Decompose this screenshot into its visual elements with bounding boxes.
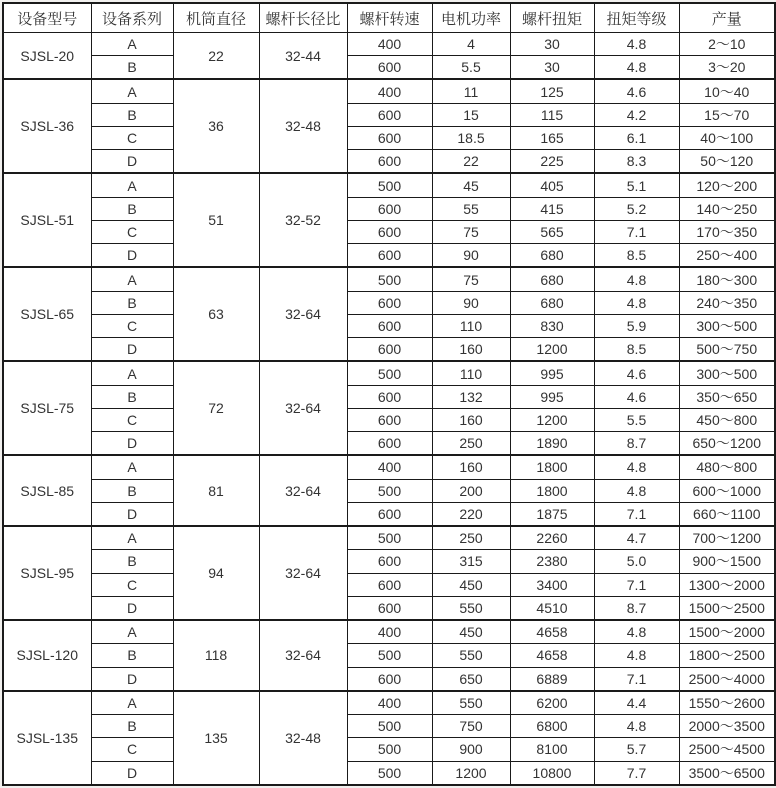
output-cell: 10～40 [679, 79, 775, 103]
table-row [3, 738, 775, 761]
speed-cell: 600 [347, 197, 432, 220]
table-row [3, 620, 775, 644]
speed-cell: 400 [347, 620, 432, 644]
series-cell: C [91, 220, 173, 243]
table-row [3, 314, 775, 337]
ld-ratio-cell: 32-64 [259, 455, 347, 526]
torque-cell: 1800 [510, 455, 594, 479]
ld-ratio-cell: 32-64 [259, 267, 347, 361]
power-cell: 75 [432, 267, 510, 291]
speed-cell: 600 [347, 56, 432, 80]
output-cell: 300～500 [679, 314, 775, 337]
torque-cell: 10800 [510, 761, 594, 785]
output-cell: 3～20 [679, 56, 775, 80]
speed-cell: 600 [347, 220, 432, 243]
output-cell: 2500～4000 [679, 667, 775, 691]
speed-cell: 600 [347, 103, 432, 126]
torque-cell: 115 [510, 103, 594, 126]
output-cell: 650～1200 [679, 432, 775, 456]
speed-cell: 600 [347, 126, 432, 149]
grade-cell: 7.1 [594, 667, 679, 691]
power-cell: 450 [432, 620, 510, 644]
ld-ratio-cell: 32-48 [259, 691, 347, 785]
torque-cell: 4510 [510, 596, 594, 620]
table-row [3, 56, 775, 80]
output-cell: 15～70 [679, 103, 775, 126]
grade-cell: 7.1 [594, 502, 679, 526]
series-cell: C [91, 573, 173, 596]
output-cell: 1550～2600 [679, 691, 775, 715]
speed-cell: 600 [347, 573, 432, 596]
series-cell: A [91, 173, 173, 197]
series-cell: D [91, 667, 173, 691]
model-cell: SJSL-36 [3, 79, 91, 173]
output-cell: 660～1100 [679, 502, 775, 526]
table-row [3, 173, 775, 197]
table-row [3, 103, 775, 126]
series-cell: A [91, 620, 173, 644]
torque-cell: 1200 [510, 338, 594, 362]
series-cell: B [91, 56, 173, 80]
header-row [3, 3, 775, 33]
table-header-row [3, 3, 775, 33]
speed-cell: 500 [347, 267, 432, 291]
ld-ratio-cell: 32-52 [259, 173, 347, 267]
table-row [3, 79, 775, 103]
column-header-grade: 扭矩等级 [594, 3, 679, 33]
speed-cell: 400 [347, 33, 432, 56]
torque-cell: 4658 [510, 644, 594, 667]
grade-cell: 5.2 [594, 197, 679, 220]
table-row [3, 267, 775, 291]
table-row [3, 455, 775, 479]
diameter-cell: 63 [173, 267, 259, 361]
series-cell: A [91, 526, 173, 550]
diameter-cell: 72 [173, 361, 259, 455]
table-row [3, 385, 775, 408]
series-cell: B [91, 103, 173, 126]
series-cell: C [91, 314, 173, 337]
model-cell: SJSL-85 [3, 455, 91, 526]
table-row [3, 715, 775, 738]
power-cell: 55 [432, 197, 510, 220]
power-cell: 75 [432, 220, 510, 243]
output-cell: 1300～2000 [679, 573, 775, 596]
grade-cell: 4.4 [594, 691, 679, 715]
output-cell: 600～1000 [679, 479, 775, 502]
torque-cell: 680 [510, 291, 594, 314]
series-cell: B [91, 385, 173, 408]
speed-cell: 500 [347, 715, 432, 738]
model-cell: SJSL-95 [3, 526, 91, 620]
speed-cell: 600 [347, 502, 432, 526]
grade-cell: 4.8 [594, 479, 679, 502]
table-row [3, 573, 775, 596]
power-cell: 110 [432, 361, 510, 385]
grade-cell: 7.7 [594, 761, 679, 785]
grade-cell: 8.5 [594, 244, 679, 268]
column-header-ld-ratio: 螺杆长径比 [259, 3, 347, 33]
series-cell: D [91, 150, 173, 174]
torque-cell: 4658 [510, 620, 594, 644]
power-cell: 550 [432, 691, 510, 715]
series-cell: A [91, 361, 173, 385]
grade-cell: 4.8 [594, 267, 679, 291]
torque-cell: 3400 [510, 573, 594, 596]
torque-cell: 8100 [510, 738, 594, 761]
speed-cell: 400 [347, 691, 432, 715]
torque-cell: 995 [510, 385, 594, 408]
speed-cell: 600 [347, 244, 432, 268]
output-cell: 700～1200 [679, 526, 775, 550]
series-cell: B [91, 644, 173, 667]
ld-ratio-cell: 32-48 [259, 79, 347, 173]
power-cell: 90 [432, 244, 510, 268]
series-cell: D [91, 761, 173, 785]
output-cell: 2000～3500 [679, 715, 775, 738]
output-cell: 50～120 [679, 150, 775, 174]
torque-cell: 225 [510, 150, 594, 174]
diameter-cell: 94 [173, 526, 259, 620]
grade-cell: 4.7 [594, 526, 679, 550]
speed-cell: 600 [347, 385, 432, 408]
output-cell: 2～10 [679, 33, 775, 56]
series-cell: A [91, 79, 173, 103]
model-cell: SJSL-20 [3, 33, 91, 80]
output-cell: 500～750 [679, 338, 775, 362]
power-cell: 18.5 [432, 126, 510, 149]
series-cell: B [91, 197, 173, 220]
series-cell: D [91, 432, 173, 456]
torque-cell: 1890 [510, 432, 594, 456]
output-cell: 900～1500 [679, 550, 775, 573]
table-row [3, 361, 775, 385]
series-cell: C [91, 126, 173, 149]
grade-cell: 4.8 [594, 455, 679, 479]
table-row [3, 33, 775, 56]
output-cell: 1500～2500 [679, 596, 775, 620]
grade-cell: 8.3 [594, 150, 679, 174]
model-cell: SJSL-65 [3, 267, 91, 361]
speed-cell: 400 [347, 79, 432, 103]
torque-cell: 125 [510, 79, 594, 103]
series-cell: D [91, 502, 173, 526]
power-cell: 315 [432, 550, 510, 573]
series-cell: D [91, 338, 173, 362]
power-cell: 110 [432, 314, 510, 337]
speed-cell: 500 [347, 761, 432, 785]
torque-cell: 6889 [510, 667, 594, 691]
power-cell: 250 [432, 526, 510, 550]
model-cell: SJSL-75 [3, 361, 91, 455]
output-cell: 120～200 [679, 173, 775, 197]
diameter-cell: 118 [173, 620, 259, 691]
speed-cell: 600 [347, 408, 432, 431]
series-cell: A [91, 267, 173, 291]
speed-cell: 400 [347, 455, 432, 479]
speed-cell: 600 [347, 291, 432, 314]
model-cell: SJSL-120 [3, 620, 91, 691]
output-cell: 1800～2500 [679, 644, 775, 667]
table-row [3, 220, 775, 243]
table-body [3, 33, 775, 786]
speed-cell: 500 [347, 526, 432, 550]
torque-cell: 30 [510, 56, 594, 80]
output-cell: 300～500 [679, 361, 775, 385]
grade-cell: 8.5 [594, 338, 679, 362]
power-cell: 45 [432, 173, 510, 197]
output-cell: 480～800 [679, 455, 775, 479]
speed-cell: 500 [347, 173, 432, 197]
output-cell: 240～350 [679, 291, 775, 314]
grade-cell: 5.7 [594, 738, 679, 761]
table-row [3, 291, 775, 314]
grade-cell: 4.8 [594, 644, 679, 667]
power-cell: 160 [432, 408, 510, 431]
power-cell: 160 [432, 338, 510, 362]
torque-cell: 2380 [510, 550, 594, 573]
ld-ratio-cell: 32-64 [259, 620, 347, 691]
torque-cell: 30 [510, 33, 594, 56]
series-cell: C [91, 738, 173, 761]
speed-cell: 600 [347, 338, 432, 362]
grade-cell: 4.8 [594, 33, 679, 56]
power-cell: 22 [432, 150, 510, 174]
torque-cell: 165 [510, 126, 594, 149]
power-cell: 200 [432, 479, 510, 502]
output-cell: 3500～6500 [679, 761, 775, 785]
torque-cell: 6800 [510, 715, 594, 738]
speed-cell: 600 [347, 550, 432, 573]
grade-cell: 4.8 [594, 620, 679, 644]
speed-cell: 500 [347, 644, 432, 667]
table-row [3, 244, 775, 268]
table-row [3, 526, 775, 550]
output-cell: 350～650 [679, 385, 775, 408]
power-cell: 90 [432, 291, 510, 314]
torque-cell: 680 [510, 267, 594, 291]
power-cell: 5.5 [432, 56, 510, 80]
power-cell: 15 [432, 103, 510, 126]
torque-cell: 6200 [510, 691, 594, 715]
series-cell: B [91, 715, 173, 738]
diameter-cell: 135 [173, 691, 259, 785]
output-cell: 2500～4500 [679, 738, 775, 761]
series-cell: A [91, 691, 173, 715]
table-row [3, 596, 775, 620]
power-cell: 11 [432, 79, 510, 103]
series-cell: D [91, 596, 173, 620]
column-header-model: 设备型号 [3, 3, 91, 33]
output-cell: 170～350 [679, 220, 775, 243]
table-row [3, 479, 775, 502]
diameter-cell: 81 [173, 455, 259, 526]
torque-cell: 995 [510, 361, 594, 385]
grade-cell: 4.2 [594, 103, 679, 126]
power-cell: 900 [432, 738, 510, 761]
power-cell: 550 [432, 644, 510, 667]
power-cell: 160 [432, 455, 510, 479]
column-header-power: 电机功率 [432, 3, 510, 33]
grade-cell: 8.7 [594, 432, 679, 456]
power-cell: 220 [432, 502, 510, 526]
grade-cell: 8.7 [594, 596, 679, 620]
diameter-cell: 22 [173, 33, 259, 80]
table-row [3, 197, 775, 220]
grade-cell: 4.6 [594, 385, 679, 408]
ld-ratio-cell: 32-64 [259, 526, 347, 620]
column-header-series: 设备系列 [91, 3, 173, 33]
table-row [3, 550, 775, 573]
table-row [3, 338, 775, 362]
power-cell: 550 [432, 596, 510, 620]
series-cell: B [91, 479, 173, 502]
speed-cell: 600 [347, 150, 432, 174]
speed-cell: 500 [347, 738, 432, 761]
grade-cell: 7.1 [594, 573, 679, 596]
series-cell: A [91, 33, 173, 56]
column-header-torque: 螺杆扭矩 [510, 3, 594, 33]
series-cell: B [91, 291, 173, 314]
grade-cell: 5.0 [594, 550, 679, 573]
table-row [3, 432, 775, 456]
output-cell: 180～300 [679, 267, 775, 291]
power-cell: 1200 [432, 761, 510, 785]
grade-cell: 7.1 [594, 220, 679, 243]
table-row [3, 408, 775, 431]
power-cell: 250 [432, 432, 510, 456]
series-cell: C [91, 408, 173, 431]
column-header-speed: 螺杆转速 [347, 3, 432, 33]
ld-ratio-cell: 32-44 [259, 33, 347, 80]
grade-cell: 4.8 [594, 715, 679, 738]
power-cell: 4 [432, 33, 510, 56]
grade-cell: 5.9 [594, 314, 679, 337]
ld-ratio-cell: 32-64 [259, 361, 347, 455]
torque-cell: 680 [510, 244, 594, 268]
torque-cell: 1800 [510, 479, 594, 502]
table-row [3, 502, 775, 526]
torque-cell: 405 [510, 173, 594, 197]
extruder-spec-table [2, 2, 776, 786]
series-cell: B [91, 550, 173, 573]
grade-cell: 4.8 [594, 56, 679, 80]
grade-cell: 5.5 [594, 408, 679, 431]
power-cell: 750 [432, 715, 510, 738]
output-cell: 140～250 [679, 197, 775, 220]
series-cell: D [91, 244, 173, 268]
speed-cell: 600 [347, 432, 432, 456]
grade-cell: 4.6 [594, 361, 679, 385]
torque-cell: 2260 [510, 526, 594, 550]
power-cell: 650 [432, 667, 510, 691]
grade-cell: 6.1 [594, 126, 679, 149]
table-row [3, 126, 775, 149]
torque-cell: 565 [510, 220, 594, 243]
output-cell: 250～400 [679, 244, 775, 268]
output-cell: 40～100 [679, 126, 775, 149]
model-cell: SJSL-135 [3, 691, 91, 785]
series-cell: A [91, 455, 173, 479]
speed-cell: 600 [347, 596, 432, 620]
output-cell: 450～800 [679, 408, 775, 431]
table-row [3, 644, 775, 667]
table-row [3, 667, 775, 691]
column-header-diameter: 机筒直径 [173, 3, 259, 33]
power-cell: 450 [432, 573, 510, 596]
table-row [3, 761, 775, 785]
torque-cell: 415 [510, 197, 594, 220]
torque-cell: 1875 [510, 502, 594, 526]
output-cell: 1500～2000 [679, 620, 775, 644]
speed-cell: 600 [347, 314, 432, 337]
speed-cell: 600 [347, 667, 432, 691]
torque-cell: 1200 [510, 408, 594, 431]
grade-cell: 4.8 [594, 291, 679, 314]
power-cell: 132 [432, 385, 510, 408]
speed-cell: 500 [347, 479, 432, 502]
grade-cell: 5.1 [594, 173, 679, 197]
table-row [3, 150, 775, 174]
column-header-output: 产量 [679, 3, 775, 33]
speed-cell: 500 [347, 361, 432, 385]
table-row [3, 691, 775, 715]
diameter-cell: 36 [173, 79, 259, 173]
torque-cell: 830 [510, 314, 594, 337]
model-cell: SJSL-51 [3, 173, 91, 267]
grade-cell: 4.6 [594, 79, 679, 103]
diameter-cell: 51 [173, 173, 259, 267]
